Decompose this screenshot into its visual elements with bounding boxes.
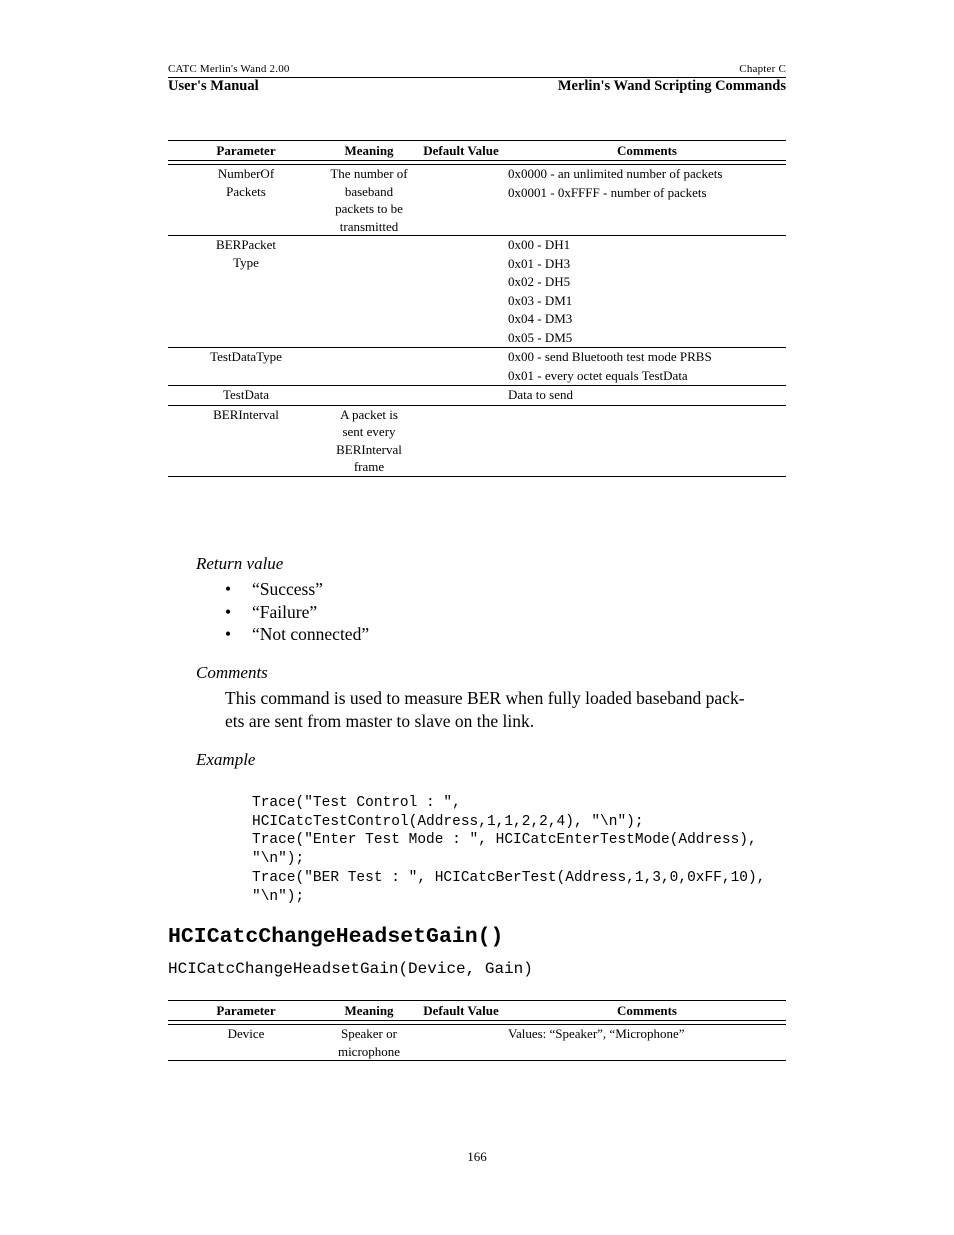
comments-cell xyxy=(508,405,786,476)
example-label: Example xyxy=(196,750,256,769)
cell-line: TestData xyxy=(222,387,269,402)
comments-cell xyxy=(508,348,786,386)
cell-line: 0x00 - send Bluetooth test mode PRBS xyxy=(508,349,712,364)
param-cell xyxy=(168,236,324,348)
default-cell xyxy=(414,165,508,236)
code-line: "\n"); xyxy=(252,851,305,868)
default-cell xyxy=(414,405,508,476)
cell-line: 0x05 - DM5 xyxy=(508,329,573,345)
meaning-cell xyxy=(324,348,414,386)
list-item: • “Success” xyxy=(225,579,323,599)
col-header-comments: Comments xyxy=(508,141,786,161)
return-value-list xyxy=(225,578,369,646)
col-header-meaning: Meaning xyxy=(324,1001,414,1021)
cell-line: BERPacket xyxy=(216,237,276,252)
cell-line: frame xyxy=(353,459,385,474)
cell-line: BERInterval xyxy=(213,406,279,422)
cell-line: TestDataType xyxy=(210,349,282,364)
cell-line: Speaker or xyxy=(341,1026,397,1041)
cell-line: BERInterval xyxy=(336,441,402,457)
meaning-cell xyxy=(324,386,414,406)
col-header-default: Default Value xyxy=(414,1001,508,1021)
list-item: • “Failure” xyxy=(225,601,318,622)
header-section-name: Merlin's Wand Scripting Commands xyxy=(557,78,786,94)
cell-line: 0x0000 - an unlimited number of packets xyxy=(508,166,723,181)
col-header-parameter: Parameter xyxy=(168,1001,324,1021)
meaning-cell xyxy=(324,165,414,236)
comments-paragraph: This command is used to measure BER when fully loaded baseband pack- ets are sent from master to slave on the link. xyxy=(225,688,745,731)
code-line: Trace("Enter Test Mode : ", HCICatcEnterTestMode(Address), xyxy=(252,832,757,849)
default-cell xyxy=(414,236,508,348)
table-row xyxy=(168,165,786,236)
cell-line: 0x02 - DH5 xyxy=(508,274,571,289)
cell-line: The number of xyxy=(330,166,408,181)
comments-cell xyxy=(508,236,786,348)
cell-line: microphone xyxy=(337,1043,401,1059)
cell-line: Values: “Speaker”, “Microphone” xyxy=(508,1026,685,1041)
cell-line: 0x0001 - 0xFFFF - number of packets xyxy=(508,184,707,200)
col-header-meaning: Meaning xyxy=(324,141,414,161)
meaning-cell xyxy=(324,405,414,476)
cell-line: 0x04 - DM3 xyxy=(508,311,573,326)
param-cell xyxy=(168,386,324,406)
header-manual-name: User's Manual xyxy=(168,78,259,94)
col-header-parameter: Parameter xyxy=(168,141,324,161)
cell-line: 0x01 - every octet equals TestData xyxy=(508,367,688,383)
default-cell xyxy=(414,386,508,406)
cell-line: 0x01 - DH3 xyxy=(508,255,571,271)
param-cell xyxy=(168,165,324,236)
cell-line: 0x00 - DH1 xyxy=(508,237,571,252)
table-row xyxy=(168,236,786,348)
example-code-block xyxy=(252,775,765,925)
parameter-table-1 xyxy=(168,140,786,477)
code-line: "\n"); xyxy=(252,888,305,905)
cell-line: baseband xyxy=(344,183,394,199)
meaning-cell xyxy=(324,236,414,348)
return-value-label: Return value xyxy=(196,554,284,573)
code-line: Trace("Test Control : ", xyxy=(252,794,461,811)
cell-line: transmitted xyxy=(339,218,399,234)
cell-line: packets to be xyxy=(335,201,403,216)
parameter-table-2 xyxy=(168,1000,786,1061)
cell-line: Device xyxy=(227,1026,265,1041)
default-cell xyxy=(414,1025,508,1061)
param-cell xyxy=(168,1025,324,1061)
header-chapter: Chapter C xyxy=(739,63,786,75)
table-row xyxy=(168,405,786,476)
cell-line: Type xyxy=(233,254,259,270)
cell-line: 0x03 - DM1 xyxy=(508,292,573,308)
code-line: Trace("BER Test : ", HCICatcBerTest(Address,1,3,0,0xFF,10), xyxy=(252,869,766,886)
default-cell xyxy=(414,348,508,386)
table-row xyxy=(168,1025,786,1061)
table-row xyxy=(168,386,786,406)
col-header-comments: Comments xyxy=(508,1001,786,1021)
cell-line: A packet is xyxy=(340,406,398,422)
cell-line: Data to send xyxy=(508,387,573,402)
header-doc-title: CATC Merlin's Wand 2.00 xyxy=(168,63,290,75)
comments-label: Comments xyxy=(196,663,268,682)
cell-line: sent every xyxy=(342,424,396,439)
param-cell xyxy=(168,405,324,476)
list-item: • “Not connected” xyxy=(225,624,370,644)
function-heading: HCICatcChangeHeadsetGain() xyxy=(168,925,504,949)
function-signature: HCICatcChangeHeadsetGain(Device, Gain) xyxy=(168,960,533,978)
code-line: HCICatcTestControl(Address,1,1,2,2,4), "\n"); xyxy=(252,813,644,830)
page-number: 166 xyxy=(467,1149,487,1164)
comments-cell xyxy=(508,165,786,236)
cell-line: Packets xyxy=(226,183,266,199)
col-header-default: Default Value xyxy=(414,141,508,161)
cell-line: NumberOf xyxy=(217,166,275,181)
meaning-cell xyxy=(324,1025,414,1061)
comments-cell xyxy=(508,386,786,406)
comments-cell xyxy=(508,1025,786,1061)
table-row xyxy=(168,348,786,386)
param-cell xyxy=(168,348,324,386)
